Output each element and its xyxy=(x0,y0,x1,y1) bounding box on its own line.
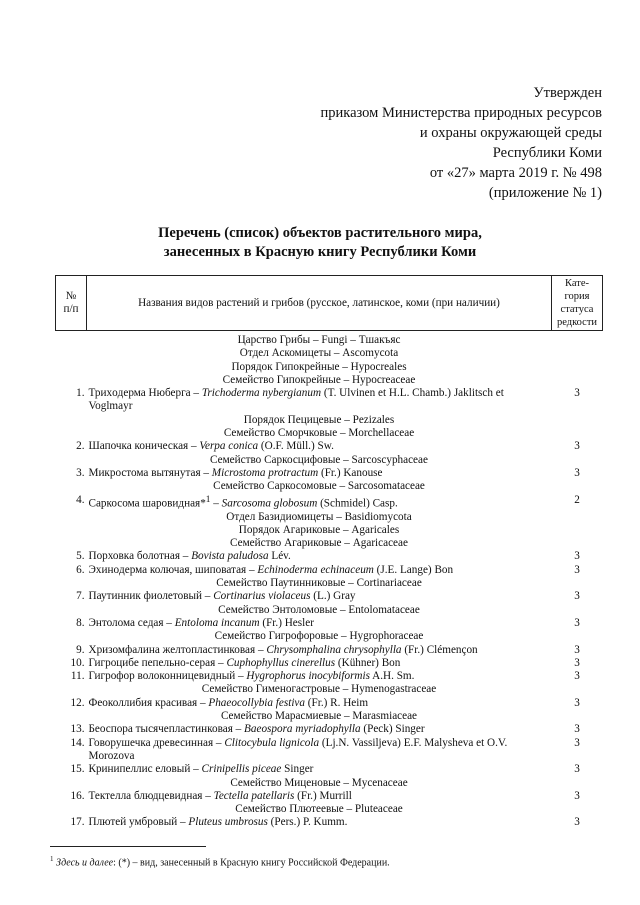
taxon-heading: Отдел Аскомицеты – Ascomycota xyxy=(239,347,399,360)
taxon-heading-row xyxy=(56,710,603,723)
taxon-heading-row xyxy=(56,374,603,387)
row-category: 3 xyxy=(574,656,580,669)
row-category xyxy=(552,710,603,723)
approval-stamp xyxy=(262,83,602,203)
taxon-heading: Семейство Паутинниковые – Cortinariaceae xyxy=(216,577,422,590)
species-row xyxy=(56,494,603,511)
row-number: 14. xyxy=(70,736,85,749)
species-name-latin: Bovista paludosa xyxy=(191,550,269,563)
header-number-line: № xyxy=(65,290,77,302)
row-number xyxy=(56,577,87,590)
species-author: (L.) Gray xyxy=(310,590,356,603)
row-number xyxy=(56,630,87,643)
species-table xyxy=(55,275,603,830)
header-category-line: статуса xyxy=(560,304,594,315)
row-category xyxy=(552,803,603,816)
row-category xyxy=(552,537,603,550)
species-author: (Fr.) Hesler xyxy=(259,616,314,629)
species-name-ru: Микростома вытянутая – xyxy=(88,466,212,479)
row-number: 1. xyxy=(76,387,85,400)
row-number xyxy=(56,803,87,816)
species-name-ru: Беоспора тысячепластинковая – xyxy=(88,723,245,736)
header-category xyxy=(552,276,603,331)
species-name xyxy=(87,467,552,480)
row-number: 13. xyxy=(70,723,85,736)
row-number: 7. xyxy=(76,590,85,603)
row-number: 5. xyxy=(76,550,85,563)
species-name-latin: Trichoderma nybergianum xyxy=(201,387,322,400)
species-name-latin: Clitocybula lignicola xyxy=(224,736,320,749)
species-name-latin: Tectella patellaris xyxy=(213,789,295,802)
species-row xyxy=(56,737,603,764)
taxon-heading: Семейство Сморчковые – Morchellaceae xyxy=(223,427,415,440)
row-number: 4. xyxy=(76,493,85,506)
taxon-heading-row xyxy=(56,577,603,590)
row-number xyxy=(56,537,87,550)
taxon-heading: Семейство Гипокрейные – Hypocreaceae xyxy=(222,373,416,386)
row-number xyxy=(56,604,87,617)
species-name xyxy=(87,697,552,710)
row-number: 12. xyxy=(70,696,85,709)
header-category-line: гория xyxy=(564,291,590,302)
row-number xyxy=(56,361,87,374)
species-name xyxy=(87,657,552,670)
species-name-ru: Кринипеллис еловый – xyxy=(88,763,202,776)
taxon-heading: Порядок Агариковые – Agaricales xyxy=(238,523,400,536)
species-author: (Peck) Singer xyxy=(360,723,425,736)
row-category xyxy=(552,480,603,493)
row-number xyxy=(56,347,87,360)
title-line: занесенных в Красную книгу Республики Коми xyxy=(163,244,477,260)
species-name-ru: Тектелла блюдцевидная – xyxy=(88,789,214,802)
row-number: 3. xyxy=(76,466,85,479)
row-category: 3 xyxy=(574,550,580,563)
species-name xyxy=(87,387,552,414)
taxon-heading: Царство Грибы – Fungi – Тшакъяс xyxy=(237,334,401,346)
row-number: 16. xyxy=(70,789,85,802)
species-name-latin: Cuphophyllus cinerellus xyxy=(226,656,336,669)
species-name-latin: Microstoma protractum xyxy=(211,466,319,479)
species-row xyxy=(56,670,603,683)
species-name-ru: Феоколлибия красивая – xyxy=(88,696,209,709)
row-category: 3 xyxy=(574,387,580,400)
row-category: 3 xyxy=(574,670,580,683)
species-row xyxy=(56,697,603,710)
taxon-heading-row xyxy=(56,331,603,348)
species-name-latin: Sarcosoma globosum xyxy=(221,497,318,510)
species-row xyxy=(56,387,603,414)
taxon-heading-row xyxy=(56,537,603,550)
species-author: (Fr.) R. Heim xyxy=(305,696,369,709)
species-row xyxy=(56,467,603,480)
row-category xyxy=(552,347,603,360)
species-author: (Lj.N. Vassiljeva) E.F. Malysheva et O.V. Morozova xyxy=(88,736,508,762)
row-category xyxy=(552,414,603,427)
species-name-latin: Hygrophorus inocybiformis xyxy=(246,670,370,683)
taxon-heading-row xyxy=(56,630,603,643)
row-number xyxy=(56,414,87,427)
taxon-heading: Семейство Миценовые – Mycenaceae xyxy=(230,776,408,789)
row-category xyxy=(552,427,603,440)
species-author: A.H. Sm. xyxy=(369,670,415,683)
species-name xyxy=(87,550,552,563)
taxon-heading-row xyxy=(56,414,603,427)
species-author: (Kühner) Bon xyxy=(335,656,401,669)
row-category xyxy=(552,511,603,524)
approval-line: от «27» марта 2019 г. № 498 xyxy=(429,165,602,181)
taxon-heading: Семейство Энтоломовые – Entolomataceae xyxy=(218,603,420,616)
taxon-heading-row xyxy=(56,524,603,537)
species-name xyxy=(87,617,552,630)
taxon-heading-row xyxy=(56,480,603,493)
row-number xyxy=(56,480,87,493)
species-name-ru: Гигроцибе пепельно-серая – xyxy=(88,656,227,669)
row-category: 3 xyxy=(574,616,580,629)
species-row xyxy=(56,617,603,630)
taxon-heading-row xyxy=(56,511,603,524)
taxon-heading: Семейство Марасмиевые – Marasmiaceae xyxy=(220,710,418,723)
species-name-latin: Verpa conica xyxy=(199,440,259,453)
species-row xyxy=(56,644,603,657)
species-name xyxy=(87,494,552,511)
row-number xyxy=(56,777,87,790)
row-category xyxy=(552,454,603,467)
species-name xyxy=(87,763,552,776)
species-name xyxy=(87,440,552,453)
row-category: 3 xyxy=(574,590,580,603)
row-category xyxy=(552,604,603,617)
approval-line: и охраны окружающей среды xyxy=(419,125,602,141)
row-number xyxy=(56,511,87,524)
species-row xyxy=(56,657,603,670)
row-number: 6. xyxy=(76,563,85,576)
species-name-latin: Echinoderma echinaceum xyxy=(257,563,374,576)
row-category xyxy=(552,777,603,790)
row-category xyxy=(552,361,603,374)
species-row xyxy=(56,790,603,803)
row-category: 3 xyxy=(574,763,580,776)
species-author: Lév. xyxy=(268,550,291,563)
species-name-latin: Crinipellis piceae xyxy=(201,763,282,776)
row-number: 10. xyxy=(70,656,85,669)
footnote-mark: 1 xyxy=(50,855,54,863)
document-title xyxy=(0,224,640,262)
row-number xyxy=(56,683,87,696)
species-name-latin: Pluteus umbrosus xyxy=(188,816,268,829)
header-category-line: редкости xyxy=(556,317,598,328)
row-category xyxy=(552,630,603,643)
species-name xyxy=(87,816,552,829)
species-name xyxy=(87,644,552,657)
row-number xyxy=(56,524,87,537)
species-name xyxy=(87,564,552,577)
title-line: Перечень (список) объектов растительного мира, xyxy=(158,225,482,241)
row-category: 3 xyxy=(574,466,580,479)
taxon-heading-row xyxy=(56,361,603,374)
row-number xyxy=(56,331,87,348)
taxon-heading: Семейство Плютеевые – Pluteaceae xyxy=(235,803,403,816)
row-category xyxy=(552,577,603,590)
species-name-ru: Порховка болотная – xyxy=(88,550,192,563)
row-number xyxy=(56,427,87,440)
species-dash: – xyxy=(210,497,222,510)
footnote xyxy=(50,855,390,868)
species-name-ru: Гигрофор волоконницевидный – xyxy=(88,670,247,683)
species-row xyxy=(56,723,603,736)
row-category: 3 xyxy=(574,563,580,576)
footnote-ref: 1 xyxy=(205,494,211,505)
taxon-heading: Порядок Гипокрейные – Hypocreales xyxy=(231,360,407,373)
row-category: 3 xyxy=(574,816,580,829)
species-name xyxy=(87,590,552,603)
taxon-heading-row xyxy=(56,683,603,696)
species-name-ru: Эхинoдерма колючая, шиповатая – xyxy=(88,563,258,576)
species-row xyxy=(56,590,603,603)
taxon-heading-row xyxy=(56,777,603,790)
row-number: 15. xyxy=(70,763,85,776)
taxon-heading: Семейство Саркосомовые – Sarcosomataceae xyxy=(213,480,425,493)
row-category: 3 xyxy=(574,723,580,736)
row-category: 3 xyxy=(574,736,580,749)
species-author: (O.F. Müll.) Sw. xyxy=(258,440,334,453)
approval-line: Республики Коми xyxy=(492,145,602,161)
footnote-lead: Здесь и далее xyxy=(53,857,114,869)
species-row xyxy=(56,440,603,453)
taxon-heading: Семейство Саркосцифовые – Sarcoscyphaceae xyxy=(210,453,428,466)
row-category: 3 xyxy=(574,643,580,656)
taxon-heading-row xyxy=(56,803,603,816)
species-author: Singer xyxy=(281,763,314,776)
taxon-heading-row xyxy=(56,454,603,467)
header-number-line: п/п xyxy=(63,303,79,315)
species-name-latin: Cortinarius violaceus xyxy=(213,590,311,603)
row-category xyxy=(552,331,603,348)
species-name-ru: Энтолома седая – xyxy=(88,616,175,629)
species-name xyxy=(87,670,552,683)
species-name-latin: Chrysomphalina chrysophylla xyxy=(266,643,402,656)
row-number: 2. xyxy=(76,440,85,453)
footnote-text: : (*) – вид, занесенный в Красную книгу Российской Федерации. xyxy=(113,857,390,869)
row-category: 3 xyxy=(574,440,580,453)
header-category-line: Кате- xyxy=(565,278,589,289)
approval-line: приказом Министерства природных ресурсов xyxy=(320,105,602,121)
taxon-heading: Семейство Гименогастровые – Hymenogastraceae xyxy=(201,683,437,696)
footnote-divider xyxy=(50,846,206,847)
header-number xyxy=(56,276,87,331)
approval-line: (приложение № 1) xyxy=(488,185,602,201)
species-name-ru: Саркосома шаровидная* xyxy=(88,497,206,510)
row-category xyxy=(552,524,603,537)
species-name-ru: Хризомфалина желтопластинковая – xyxy=(88,643,267,656)
species-name-latin: Phaeocollybia festiva xyxy=(208,696,305,709)
species-author: (J.E. Lange) Bon xyxy=(373,563,454,576)
species-row xyxy=(56,763,603,776)
row-number: 9. xyxy=(76,643,85,656)
taxon-heading-row xyxy=(56,427,603,440)
species-author: (Pers.) P. Kumm. xyxy=(267,816,348,829)
species-name-ru: Плютей умбровый – xyxy=(88,816,189,829)
species-name-latin: Baeospora myriadophylla xyxy=(244,723,361,736)
species-name xyxy=(87,737,552,764)
row-number xyxy=(56,374,87,387)
taxon-heading-row xyxy=(56,604,603,617)
taxon-heading-row xyxy=(56,347,603,360)
table-header-row xyxy=(56,276,603,331)
species-author: (Schmidel) Casp. xyxy=(317,497,398,510)
species-author: (Fr.) Murrill xyxy=(294,789,352,802)
species-name xyxy=(87,723,552,736)
species-row xyxy=(56,564,603,577)
row-number xyxy=(56,454,87,467)
taxon-heading: Отдел Базидиомицеты – Basidiomycota xyxy=(226,510,412,523)
taxon-heading: Семейство Агариковые – Agaricaceae xyxy=(230,537,408,550)
species-author: (T. Ulvinen et H.L. Chamb.) Jaklitsch et Voglmayr xyxy=(88,387,504,413)
row-category: 3 xyxy=(574,696,580,709)
species-name-ru: Паутинник фиолетовый – xyxy=(88,590,214,603)
header-name: Названия видов растений и грибов (русское, латинское, коми (при наличии) xyxy=(87,276,552,331)
approval-line: Утвержден xyxy=(533,85,602,101)
species-name xyxy=(87,790,552,803)
row-category xyxy=(552,683,603,696)
row-category: 3 xyxy=(574,789,580,802)
species-author: (Fr.) Clémençon xyxy=(401,643,478,656)
table-body xyxy=(56,331,603,830)
species-name-ru: Шапочка коническая – xyxy=(88,440,200,453)
species-name-ru: Говорушечка древесинная – xyxy=(88,736,225,749)
taxon-heading: Семейство Гигрофоровые – Hygrophoraceae xyxy=(214,630,424,643)
row-number: 17. xyxy=(70,816,85,829)
species-name-ru: Трихoдерма Нюберга – xyxy=(88,387,202,400)
species-row xyxy=(56,550,603,563)
species-author: (Fr.) Kanouse xyxy=(318,466,383,479)
row-category xyxy=(552,374,603,387)
row-number: 8. xyxy=(76,616,85,629)
row-number: 11. xyxy=(70,670,85,683)
row-number xyxy=(56,710,87,723)
taxon-heading: Порядок Пецицевые – Pezizales xyxy=(243,413,395,426)
species-name-latin: Entoloma incanum xyxy=(174,616,260,629)
row-category: 2 xyxy=(574,493,580,506)
species-row xyxy=(56,816,603,829)
